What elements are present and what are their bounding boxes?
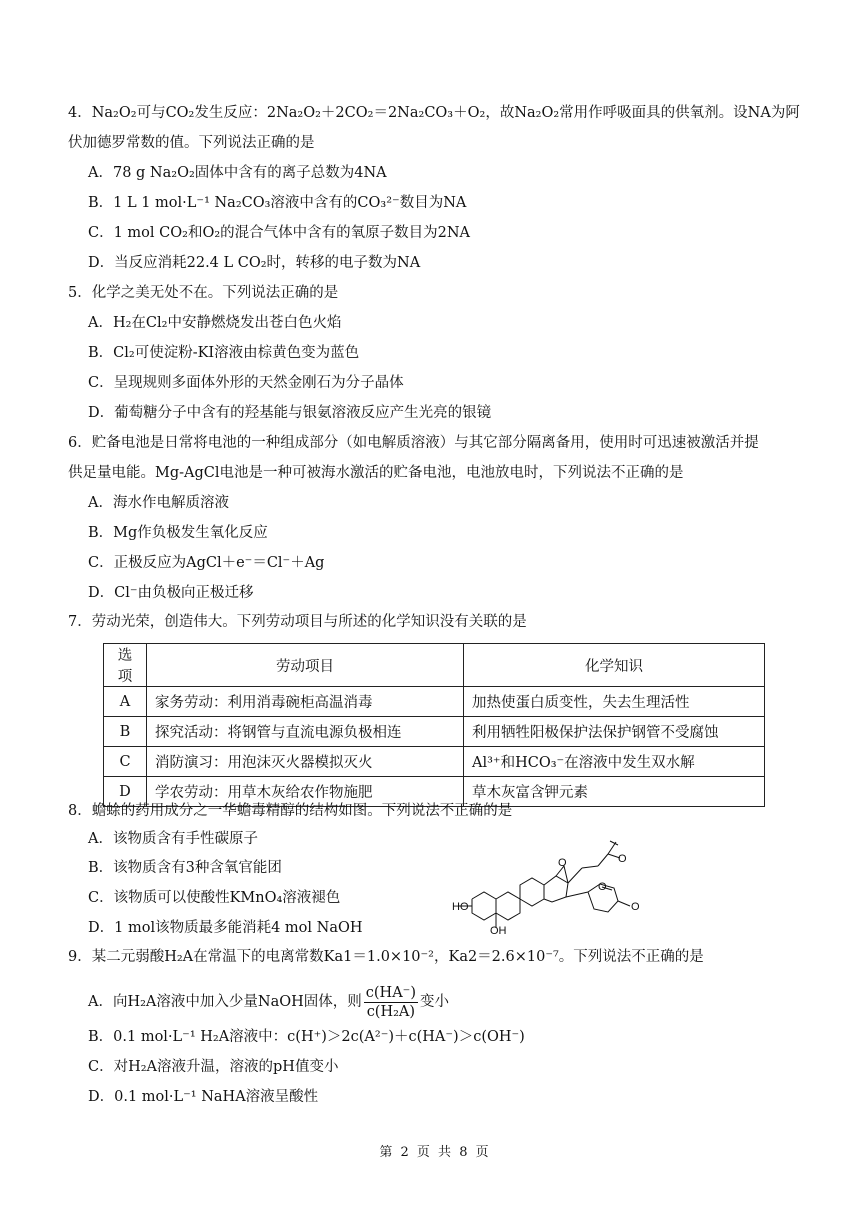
- table-header-cell: 劳动项目: [147, 644, 464, 687]
- q8-option-c: C．该物质可以使酸性KMnO₄溶液褪色: [88, 890, 341, 906]
- q9-option-c: C．对H₂A溶液升温，溶液的pH值变小: [88, 1059, 339, 1075]
- table-header-cell: 选项: [104, 644, 147, 687]
- table-header-row: [104, 644, 765, 687]
- q8-option-a: A．该物质含有手性碳原子: [88, 831, 258, 847]
- q6-stem-line1: 6．贮备电池是日常将电池的一种组成部分（如电解质溶液）与其它部分隔离备用，使用时可迅速被激活并提: [68, 435, 759, 451]
- q6-option-c: C．正极反应为AgCl＋e⁻＝Cl⁻＋Ag: [88, 555, 325, 571]
- q4-option-a: A．78 g Na₂O₂固体中含有的离子总数为4NA: [88, 165, 387, 181]
- q9-option-a-post: 变小: [419, 994, 449, 1010]
- q8-stem: 8．蟾蜍的药用成分之一华蟾毒精醇的结构如图。下列说法不正确的是: [68, 803, 513, 819]
- table-cell: B: [104, 717, 147, 747]
- ester-o-label: O: [618, 853, 627, 865]
- q4-stem-line2: 伏加德罗常数的值。下列说法正确的是: [68, 135, 315, 151]
- table-cell: D: [104, 777, 147, 807]
- q4-option-c: C．1 mol CO₂和O₂的混合气体中含有的氧原子数目为2NA: [88, 225, 471, 241]
- table-cell: A: [104, 687, 147, 717]
- q9-option-b: B．0.1 mol·L⁻¹ H₂A溶液中：c(H⁺)＞2c(A²⁻)＋c(HA⁻)＞c(OH⁻): [88, 1029, 525, 1045]
- q4-option-d: D．当反应消耗22.4 L CO₂时，转移的电子数为NA: [88, 255, 421, 271]
- fraction-numerator: c(HA⁻): [365, 984, 416, 1001]
- table-cell: 加热使蛋白质变性，失去生理活性: [464, 687, 765, 717]
- page-footer: 第 2 页 共 8 页: [379, 1145, 489, 1160]
- table-cell: 消防演习：用泡沫灭火器模拟灭火: [147, 747, 464, 777]
- table-cell: C: [104, 747, 147, 777]
- q9-stem: 9．某二元弱酸H₂A在常温下的电离常数Ka1＝1.0×10⁻²，Ka2＝2.6×10⁻⁷。下列说法不正确的是: [68, 949, 704, 965]
- q9-option-a-pre: A．向H₂A溶液中加入少量NaOH固体，则: [88, 994, 362, 1010]
- table-cell: 草木灰富含钾元素: [464, 777, 765, 807]
- q6-option-b: B．Mg作负极发生氧化反应: [88, 525, 268, 541]
- q9-option-d: D．0.1 mol·L⁻¹ NaHA溶液呈酸性: [88, 1089, 319, 1105]
- q8-option-d: D．1 mol该物质最多能消耗4 mol NaOH: [88, 920, 363, 936]
- q5-option-a: A．H₂在Cl₂中安静燃烧发出苍白色火焰: [88, 315, 342, 331]
- q5-option-b: B．Cl₂可使淀粉-KI溶液由棕黄色变为蓝色: [88, 345, 360, 361]
- ho-label: HO: [452, 901, 469, 913]
- q4-option-b: B．1 L 1 mol·L⁻¹ Na₂CO₃溶液中含有的CO₃²⁻数目为NA: [88, 195, 467, 211]
- fraction-denominator: c(H₂A): [366, 1003, 416, 1020]
- table-cell: 家务劳动：利用消毒碗柜高温消毒: [147, 687, 464, 717]
- q6-option-d: D．Cl⁻由负极向正极迁移: [88, 585, 254, 601]
- table-cell: 学农劳动：用草木灰给农作物施肥: [147, 777, 464, 807]
- q6-option-a: A．海水作电解质溶液: [88, 495, 229, 511]
- ring-o-label: O: [598, 881, 607, 893]
- q7-table: [103, 643, 765, 807]
- epoxide-o-label: O: [558, 857, 567, 869]
- structure-figure: [448, 826, 668, 936]
- q9-option-a: [88, 982, 449, 1022]
- q5-option-c: C．呈现规则多面体外形的天然金刚石为分子晶体: [88, 375, 404, 391]
- fraction: [364, 984, 418, 1021]
- q4-stem-line1: 4．Na₂O₂可与CO₂发生反应：2Na₂O₂＋2CO₂＝2Na₂CO₃＋O₂，故Na₂O₂常用作呼吸面具的供氧剂。设NA为阿: [68, 105, 800, 121]
- table-header-cell: 化学知识: [464, 644, 765, 687]
- q5-stem: 5．化学之美无处不在。下列说法正确的是: [68, 285, 339, 301]
- table-row: [104, 747, 765, 777]
- ketone-o-label: O: [631, 901, 640, 913]
- table-row: [104, 717, 765, 747]
- q7-stem: 7．劳动光荣，创造伟大。下列劳动项目与所述的化学知识没有关联的是: [68, 614, 527, 630]
- oh-label: OH: [490, 925, 507, 936]
- q5-option-d: D．葡萄糖分子中含有的羟基能与银氨溶液反应产生光亮的银镜: [88, 405, 492, 421]
- q8-option-b: B．该物质含有3种含氧官能团: [88, 860, 282, 876]
- table-cell: 探究活动：将钢管与直流电源负极相连: [147, 717, 464, 747]
- q6-stem-line2: 供足量电能。Mg-AgCl电池是一种可被海水激活的贮备电池，电池放电时，下列说法不正确的是: [68, 465, 684, 481]
- table-cell: Al³⁺和HCO₃⁻在溶液中发生双水解: [464, 747, 765, 777]
- table-cell: 利用牺牲阳极保护法保护钢管不受腐蚀: [464, 717, 765, 747]
- table-row: [104, 687, 765, 717]
